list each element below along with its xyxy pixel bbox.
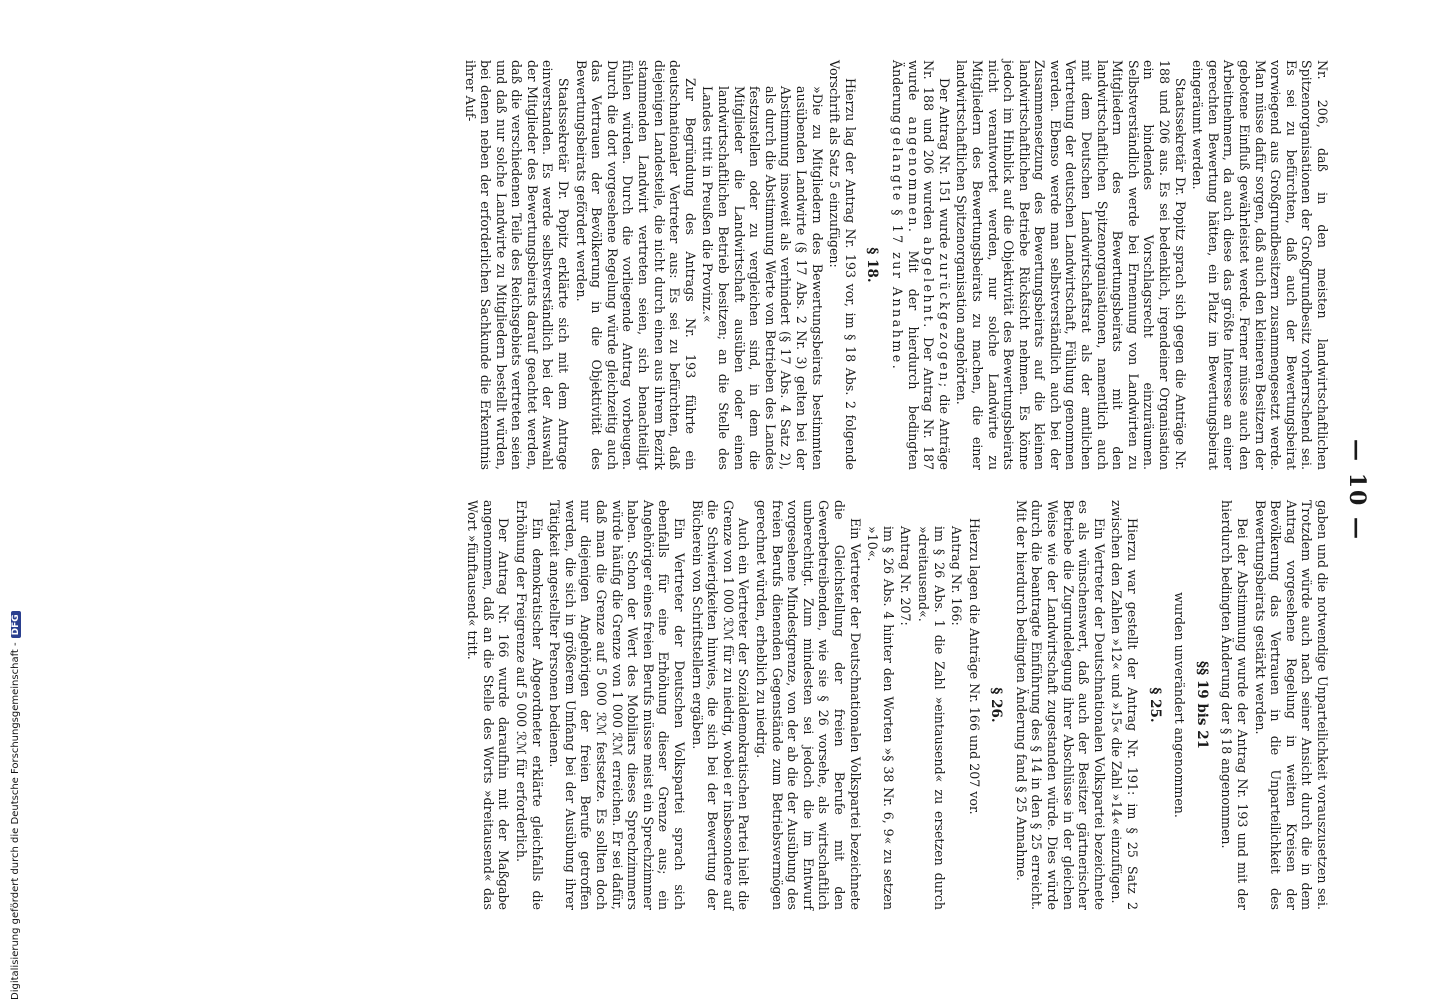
left-column (460, 60, 1330, 470)
digitization-credit (10, 611, 21, 1000)
paragraph: Bei der Abstimmung wurde der Antrag Nr. 193 und mit der hierdurch bedingten Änderung der § 18 angenommen. (1219, 500, 1251, 910)
paragraph: Hierzu lag der Antrag Nr. 193 vor, im § 18 Abs. 2 folgende Vorschrift als Satz 5 einzufügen: (827, 60, 858, 470)
motion-text: im § 26 Abs. 1 die Zahl »eintausend« zu ersetzen durch »dreitausend«. (915, 526, 947, 910)
paragraph: Hierzu war gestellt der Antrag Nr. 191: im § 25 Satz 2 zwischen den Zahlen »12« und »15« die Zahl »14« einzufügen. (1109, 500, 1141, 910)
section-heading: § 26. (988, 687, 1005, 723)
paragraph: Nr. 206, daß in den meisten landwirtschaftlichen Spitzenorganisationen der Großgrundbesitz vorherrschend sei. Es sei zu befürchten, daß auch der Bewertungsbeirat vorwiegend aus Großgrundbesitzern zusammengesetzt werde. Man müsse dafür sorgen, daß auch den kleineren Besitzern der gebotene Einfluß gewährleistet werde. Ferner müsse auch den Arbeitnehmern, da auch diese das größte Interesse an einer gerechten Bewertung hätten, ein Platz im Bewertungsbeirat eingeräumt werden. (1190, 60, 1330, 470)
paragraph: Der Antrag Nr. 166 wurde daraufhin mit der Maßgabe angenommen, daß an die Stelle des Worts »dreitausend« das Wort »fünftausend« tritt. (465, 500, 512, 910)
credit-text: Digitalisierung gefördert durch die Deutsche Forschungsgemeinschaft - (10, 642, 21, 1000)
motion-label: Antrag Nr. 207: (898, 526, 914, 626)
paragraph: gaben und die notwendige Unparteilichkeit vorauszusetzen sei. Trotzdem würde auch nach seiner Ansicht durch die in dem Antrag vorgesehene Regelung in weiten Kreisen der Bevölkerung das Vertrauen in die Unparteilichkeit des Bewertungsbeirats gestärkt werden. (1252, 500, 1330, 910)
rotated-page-content (140, 60, 1370, 920)
section-heading: § 25. (1146, 687, 1163, 723)
section-heading: §§ 19 bis 21 (1193, 661, 1210, 749)
right-column (463, 500, 1330, 910)
paragraph: Der Antrag Nr. 151 wurde zurückgezogen; die Anträge Nr. 188 und 206 wurden abgelehnt. Der Antrag Nr. 187 wurde angenommen. Mit der hierdurch bedingten Änderung gelangte § 17 zur Annahme. (889, 60, 952, 470)
quoted-provision: »Die zu Mitgliedern des Bewertungsbeirats bestimmten ausübenden Landwirte (§ 17 Abs. 2 Nr. 3) gelten bei der Abstimmung insoweit als verhindert (§ 17 Abs. 4 Satz 2), als durch die Abstimmung Werte von Betrieben des Landes festzustellen oder zu vergleichen sind, in dem die Mitglieder die Landwirtschaft ausüben oder einen landwirtschaftlichen Betrieb besitzen; an die Stelle des Landes tritt in Preußen die Provinz.« (700, 86, 825, 470)
dfg-logo: DFG (11, 611, 21, 638)
paragraph: Staatssekretär Dr. Popitz sprach sich gegen die Anträge Nr. 188 und 206 aus. Es sei bedenklich, irgendeiner Organisation ein bindendes Vorschlagsrecht einzuräumen. Selbstverständlich werde bei Ernennung von Landwirten zu Mitgliedern des Bewertungsbeirats mit den landwirtschaftlichen Spitzenorganisationen, namentlich auch mit dem Deutschen Landwirtschaftsrat als der amtlichen Vertretung der deutschen Landwirtschaft, Fühlung genommen werden. Ebenso werde man selbstverständlich auch bei der Zusammensetzung des Bewertungsbeirats auf die kleinen landwirtschaftlichen Betriebe Rücksicht nehmen. Es könne jedoch im Hinblick auf die Objektivität des Bewertungsbeirats nicht verantwortet werden, nur solche Landwirte zu Mitgliedern des Bewertungsbeirats zu machen, die einer landwirtschaftlichen Spitzenorganisation angehörten. (954, 60, 1188, 470)
paragraph: Hierzu lagen die Anträge Nr. 166 und 207 vor. (966, 518, 982, 815)
paragraph: Auch ein Vertreter der Sozialdemokratischen Partei hielt die Grenze von 1 000 ℛℳ für zu niedrig, wobei er insbesondere auf die Schwierigkeiten hinwies, die sich bei der Bewertung der Bücherein von Schriftstellern ergäben. (689, 500, 752, 910)
motion-text: im § 26 Abs. 4 hinter den Worten »§ 38 Nr. 6, 9« zu setzen »10«. (865, 526, 896, 910)
page-number: — 10 — (1344, 439, 1370, 541)
paragraph: Ein demokratischer Abgeordneter erklärte gleichfalls die Erhöhung der Freigrenze auf 5 000 ℛℳ für erforderlich. (514, 500, 545, 910)
paragraph: wurden unverändert angenommen. (1172, 592, 1188, 818)
paragraph: Zur Begründung des Antrags Nr. 193 führte ein deutschnationaler Vertreter aus: Es sei zu befürchten, daß diejenigen Landesteile, die nicht durch einen aus ihrem Bezirk stammenden Landwirt vertreten seien, sich benachteiligt fühlen würden. Durch die vorliegende Antrag vorbeugen. Durch die dort vorgesehene Regelung würde gleichzeitig auch das Vertrauen der Bevölkerung in die Objektivität des Bewertungsbeirats gefördert werden. (573, 60, 698, 470)
paragraph: Ein Vertreter der Deutschen Volkspartei sprach sich ebenfalls für eine Erhöhung dieser Grenze aus; ein Angehöriger eines freien Berufs müsse meist ein Sprechzimmer haben. Schon der Wert des Mobiliars dieses Sprechzimmers würde häufig die Grenze von 1 000 ℛℳ erreichen. Er sei dafür, daß man die Grenze auf 5 000 ℛℳ festsetze. Es sollten doch nur diejenigen Angehörigen der freien Berufe getroffen werden, die sich in größerem Umfang bei der Ausübung ihrer Tätigkeit angestellter Personen bedienen. (547, 500, 688, 910)
paragraph: Ein Vertreter der Deutschnationalen Volkspartei bezeichnete die Gleichstellung der freien Berufe mit den Gewerbetreibenden, wie sie § 26 vorsehe, als wirtschaftlich unberechtigt. Zum mindesten sei jedoch die im Entwurf vorgesehene Mindestgrenze, von der ab die der Ausübung des freien Berufs dienenden Gegenstände zum Betriebsvermögen gerechnet würden, erheblich zu niedrig. (754, 500, 863, 910)
motion-label: Antrag Nr. 166: (949, 526, 965, 626)
section-heading: § 18. (864, 247, 881, 283)
paragraph: Staatssekretär Dr. Popitz erklärte sich mit dem Antrage einverstanden. Es werde selbstverständlich bei der Auswahl der Mitglieder des Bewertungsbeirats darauf geachtet werden, daß die verschiedenen Teile des Reichsgebiets vertreten seien und daß nur solche Landwirte zu Mitgliedern bestellt würden, bei denen neben der erforderlichen Sachkunde die Erkenntnis ihrer Auf- (462, 60, 572, 470)
paragraph: Ein Vertreter der Deutschnationalen Volkspartei bezeichnete es als wünschenswert, daß auch der Besitzer gärtnerischer Betriebe die Zugrundelegung ihrer Abschlüsse in der gleichen Weise wie der Landwirtschaft zugestanden würde. Dies würde durch die beantragte Einführung des § 14 in den § 25 erreicht. Mit der hierdurch bedingten Änderung fand § 25 Annahme. (1013, 500, 1107, 910)
